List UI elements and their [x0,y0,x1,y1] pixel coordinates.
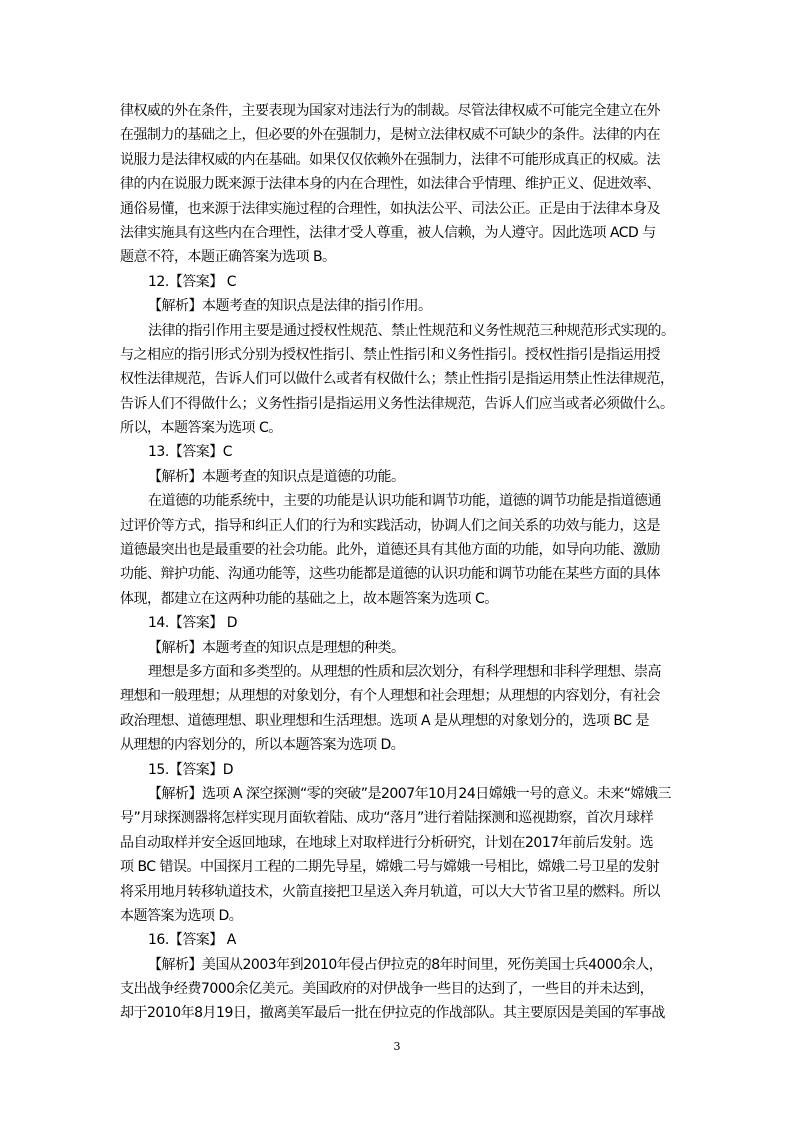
text-line: 权性法律规范，告诉人们可以做什么或者有权做什么；禁止性指引是指运用禁止性法律规范， [120,371,674,388]
text-line: 从理想的内容划分的，所以本题答案为选项 D。 [120,737,405,754]
text-line: 功能、辩护功能、沟通功能等，这些功能都是道德的认识功能和调节功能在某些方面的具体 [120,566,660,583]
text-line: 本题答案为选项 D。 [120,907,243,924]
text-line: 法律的指引作用主要是通过授权性规范、禁止性规范和义务性规范三种规范形式实现的。 [148,322,675,339]
text-line: 号”月球探测器将怎样实现月面软着陆、成功“落月”进行着陆探测和巡视勘察，首次月球样 [120,810,654,827]
text-line: 体现，都建立在这两种功能的基础之上，故本题答案为选项 C。 [120,590,498,607]
text-line: 16.【答案】 A [148,932,236,949]
text-line: 政治理想、道德理想、职业理想和生活理想。选项 A 是从理想的对象划分的，选项 BC 是 [120,712,650,729]
text-line: 【解析】本题考查的知识点是道德的功能。 [148,468,405,485]
text-line: 15.【答案】D [148,761,234,778]
text-line: 在强制力的基础之上，但必要的外在强制力，是树立法律权威不可缺少的条件。法律的内在 [120,127,660,144]
page-number: 3 [393,1040,401,1053]
text-line: 过评价等方式，指导和纠正人们的行为和实践活动，协调人们之间关系的功效与能力，这是 [120,517,660,534]
document-body [120,99,680,1026]
text-line: 题意不符，本题正确答案为选项 B。 [120,249,336,266]
text-line: 却于2010年8月19日，撤离美军最后一批在伊拉克的作战部队。其主要原因是美国的军事战 [120,1005,665,1022]
text-line: 律权威的外在条件，主要表现为国家对违法行为的制裁。尽管法律权威不可能完全建立在外 [120,103,660,119]
text-line: 告诉人们不得做什么；义务性指引是指运用义务性法律规范，告诉人们应当或者必须做什么。 [120,395,674,412]
text-line: 律的内在说服力既来源于法律本身的内在合理性，如法律合乎情理、维护正义、促进效率、 [120,176,660,193]
text-line: 品自动取样并安全返回地球，在地球上对取样进行分析研究，计划在2017年前后发射。选 [120,834,654,851]
text-line: 所以，本题答案为选项 C。 [120,420,282,437]
text-line: 14.【答案】 D [148,615,237,632]
text-line: 12.【答案】 C [148,273,236,290]
text-line: 与之相应的指引形式分别为授权性指引、禁止性指引和义务性指引。授权性指引是指运用授 [120,346,660,363]
text-line: 项 BC 错误。中国探月工程的二期先导星，嫦娥二号与嫦娥一号相比，嫦娥二号卫星的发射 [120,859,660,876]
text-line: 通俗易懂，也来源于法律实施过程的合理性，如执法公平、司法公正。正是由于法律本身及 [120,200,660,217]
text-line: 【解析】美国从2003年到2010年侵占伊拉克的8年时间里，死伤美国士兵4000余人， [148,956,663,973]
text-line: 13.【答案】C [148,444,233,461]
text-line: 理想是多方面和多类型的。从理想的性质和层次划分，有科学理想和非科学理想、崇高 [148,663,661,680]
text-line: 【解析】本题考查的知识点是法律的指引作用。 [148,298,432,315]
text-line: 【解析】选项 A 深空探测“零的突破”是2007年10月24日嫦娥一号的意义。未来“嫦娥三 [148,785,671,802]
text-line: 【解析】本题考查的知识点是理想的种类。 [148,639,405,656]
text-line: 在道德的功能系统中，主要的功能是认识功能和调节功能，道德的调节功能是指道德通 [148,493,661,510]
text-line: 说服力是法律权威的内在基础。如果仅仅依赖外在强制力，法律不可能形成真正的权威。法 [120,151,660,168]
text-line: 理想和一般理想；从理想的对象划分，有个人理想和社会理想；从理想的内容划分，有社会 [120,688,660,705]
text-line: 法律实施具有这些内在合理性，法律才受人尊重，被人信赖，为人遵守。因此选项 ACD 与 [120,224,656,241]
text-line: 道德最突出也是最重要的社会功能。此外，道德还具有其他方面的功能，如导向功能、激励 [120,542,660,559]
text-line: 将采用地月转移轨道技术，火箭直接把卫星送入奔月轨道，可以大大节省卫星的燃料。所以 [120,883,660,900]
text-line: 支出战争经费7000余亿美元。美国政府的对伊战争一些目的达到了，一些目的并未达到， [120,981,654,998]
